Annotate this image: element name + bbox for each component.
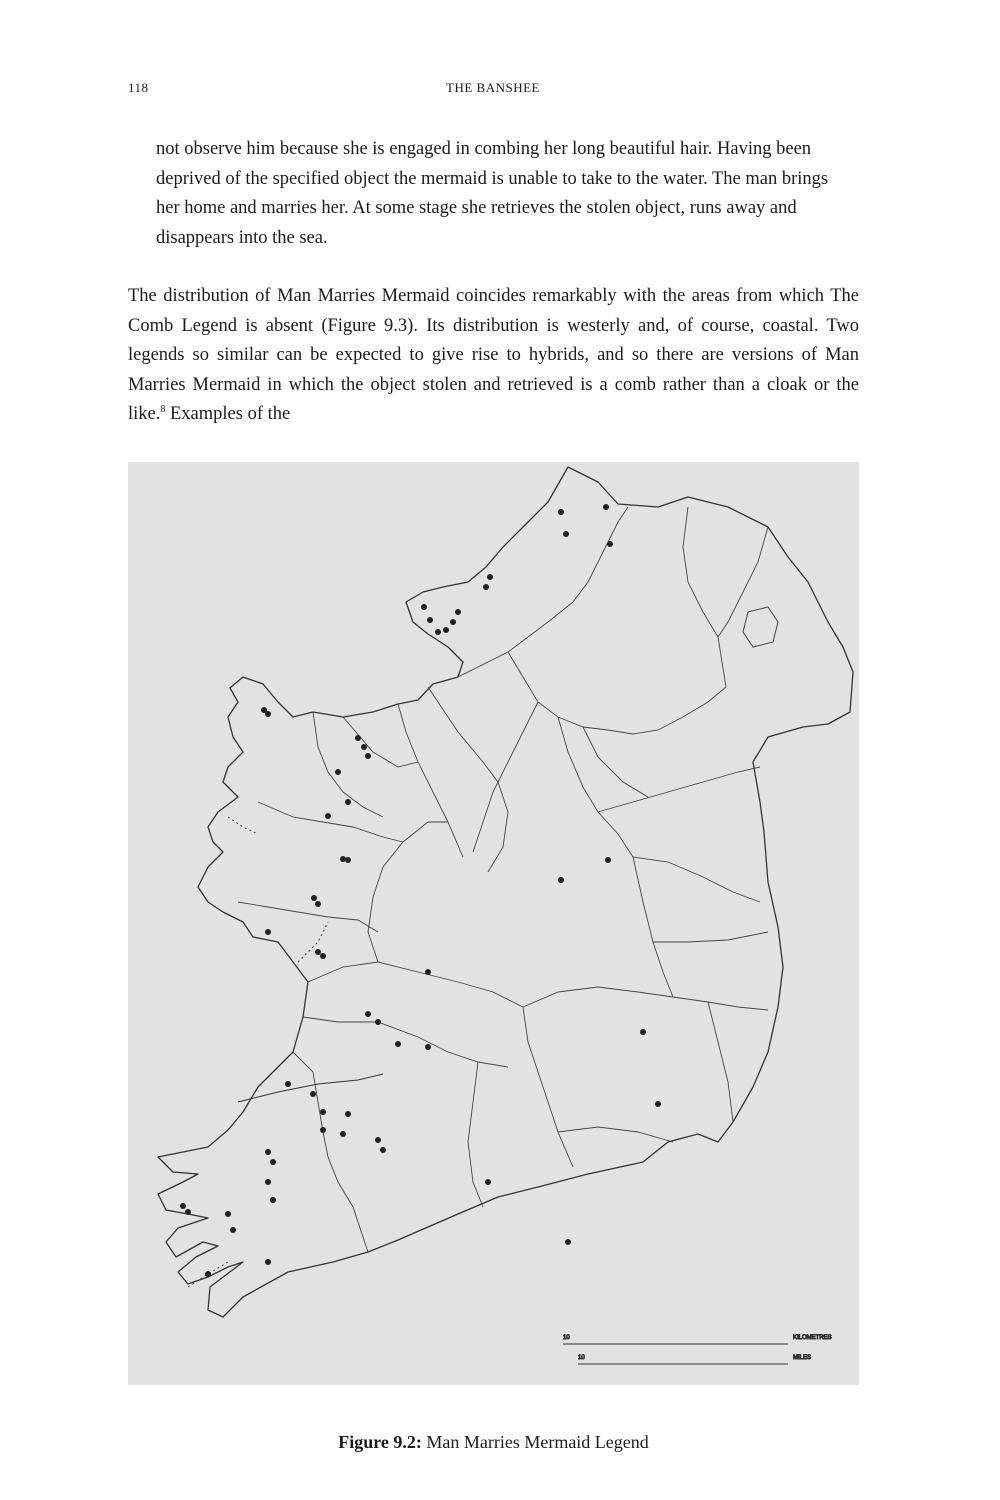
running-title: THE BANSHEE (446, 80, 540, 95)
running-head (128, 80, 858, 100)
caption-label: Figure 9.2: (338, 1432, 422, 1452)
body-paragraph (128, 282, 859, 430)
county-boundaries (238, 507, 768, 1252)
dotted-route (188, 817, 328, 1287)
scale-km-ticks: 10 (563, 1335, 570, 1341)
shannon-estuary (238, 1074, 383, 1102)
lough-neagh (743, 607, 778, 647)
dot-cluster (180, 504, 661, 1277)
paragraph-tail: Examples of the (165, 404, 291, 424)
scale-bars (563, 1335, 832, 1364)
caption-title: Man Marries Mermaid Legend (426, 1432, 649, 1452)
footnote-reference[interactable]: 8 (160, 403, 166, 415)
ireland-coastline (158, 467, 853, 1317)
paragraph-text: The distribution of Man Marries Mermaid coincides remarkably with the areas from which The Comb Legend is absent (Figure 9.3). Its distribution is westerly and, of course, coastal. Two legends so similar can be expected to give rise to hybrids, and so there are versions of Man Marries Mermaid in which the object stolen and retrieved is a comb rather than a cloak or the like. (128, 286, 859, 424)
scale-km-unit: KILOMETRES (793, 1335, 832, 1341)
block-quote: not observe him because she is engaged in combing her long beautiful hair. Having been deprived of the specified object the mermaid is unable to take to the water. The man brings her home and marries her. At some stage she retrieves the stolen object, runs away and disappears into the sea. (156, 139, 829, 248)
page-number: 118 (128, 80, 149, 95)
scale-miles-unit: MILES (793, 1355, 812, 1361)
figure-caption (128, 1432, 859, 1453)
map-figure (128, 462, 859, 1385)
ireland-map (128, 462, 859, 1385)
scale-miles-ticks: 10 (578, 1355, 585, 1361)
